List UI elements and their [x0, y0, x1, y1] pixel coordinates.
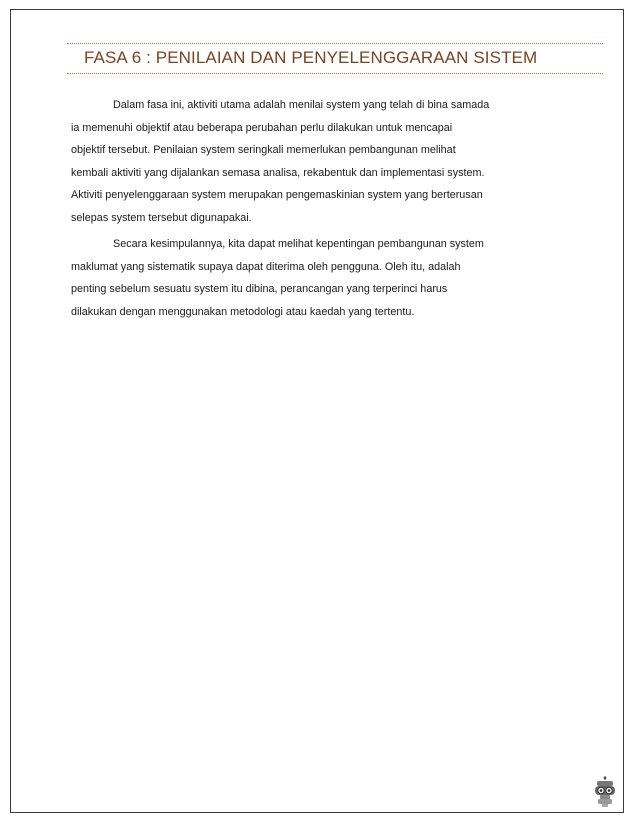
paragraph-line: penting sebelum sesuatu system itu dibina, perancangan yang terperinci harus	[71, 283, 448, 295]
paragraph-line: Dalam fasa ini, aktiviti utama adalah menilai system yang telah di bina samada	[113, 99, 490, 111]
title-rule-bottom	[67, 73, 603, 74]
paragraph-2	[71, 233, 571, 323]
paragraph-line: dilakukan dengan menggunakan metodologi atau kaedah yang tertentu.	[71, 305, 415, 318]
paragraph-line: objektif tersebut. Penilaian system seringkali memerlukan pembangunan melihat	[71, 144, 456, 156]
robot-mascot-icon	[594, 776, 616, 808]
paragraph-line: Secara kesimpulannya, kita dapat melihat kepentingan pembangunan system	[113, 238, 484, 250]
paragraph-line: Aktiviti penyelenggaraan system merupakan pengemaskinian system yang berterusan	[71, 189, 483, 201]
paragraph-line: kembali aktiviti yang dijalankan semasa analisa, rekabentuk dan implementasi system.	[71, 166, 485, 179]
section-title: FASA 6 : PENILAIAN DAN PENYELENGGARAAN SISTEM	[84, 48, 538, 67]
title-rule-top	[67, 43, 603, 44]
paragraph-line: maklumat yang sistematik supaya dapat diterima oleh pengguna. Oleh itu, adalah	[71, 260, 461, 273]
paragraph-1	[71, 94, 571, 229]
paragraph-line: selepas system tersebut digunapakai.	[71, 211, 252, 224]
paragraph-line: ia memenuhi objektif atau beberapa perubahan perlu dilakukan untuk mencapai	[71, 121, 453, 134]
